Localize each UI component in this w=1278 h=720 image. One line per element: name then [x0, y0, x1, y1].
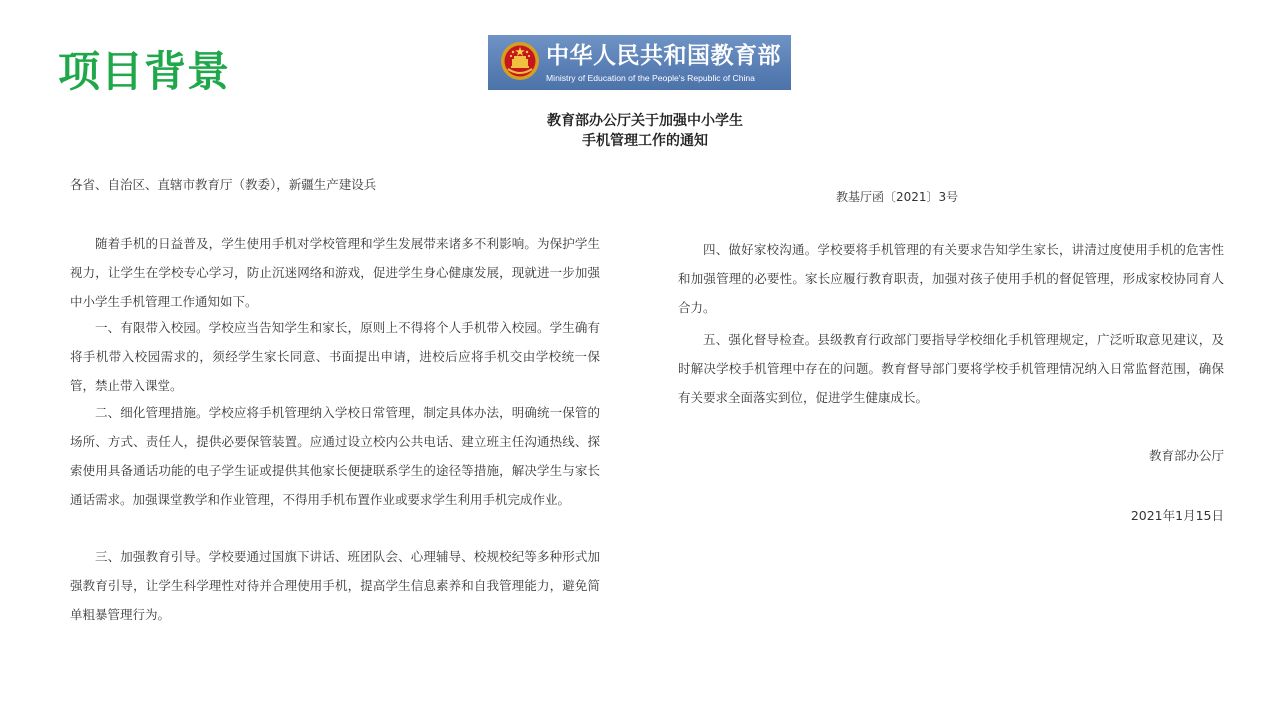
ministry-name: 中华人民共和国教育部: [546, 43, 781, 69]
paragraph-intro: 随着手机的日益普及，学生使用手机对学校管理和学生发展带来诸多不利影响。为保护学生视力，让学生在学校专心学习，防止沉迷网络和游戏，促进学生身心健康发展，现就进一步加强中小学生手机管理工作通知如下。: [70, 236, 600, 309]
paragraph-item-3: 三、加强教育引导。学校要通过国旗下讲话、班团队会、心理辅导、校规校纪等多种形式加强教育引导，让学生科学理性对待并合理使用手机，提高学生信息素养和自我管理能力，避免简单粗暴管理行为。: [70, 549, 600, 622]
signature-office: 教育部办公厅: [1148, 448, 1224, 463]
slide-title: 项目背景: [58, 47, 231, 96]
paragraph-item-5: 五、强化督导检查。县级教育行政部门要指导学校细化手机管理规定，广泛听取意见建议，及时解决学校手机管理中存在的问题。教育督导部门要将学校手机管理情况纳入日常监督范围，确保有关要求全面落实到位，促进学生健康成长。: [678, 332, 1224, 405]
document-title: [480, 111, 810, 151]
signature-date: 2021年1月15日: [1130, 508, 1224, 523]
ministry-english-name: Ministry of Education of the People's Republic of China: [546, 73, 755, 83]
document-addressee: 各省、自治区、直辖市教育厅（教委），新疆生产建设兵: [70, 177, 377, 192]
paragraph-item-4: 四、做好家校沟通。学校要将手机管理的有关要求告知学生家长，讲清过度使用手机的危害性和加强管理的必要性。家长应履行教育职责，加强对孩子使用手机的督促管理，形成家校协同育人合力。: [678, 242, 1224, 315]
ministry-banner: [488, 35, 791, 90]
document-title-line-2: 手机管理工作的通知: [582, 133, 708, 149]
national-emblem-icon: [500, 41, 540, 81]
document-number: 教基厅函〔2021〕3号: [836, 190, 959, 204]
paragraph-item-1: 一、有限带入校园。学校应当告知学生和家长，原则上不得将个人手机带入校园。学生确有将手机带入校园需求的，须经学生家长同意、书面提出申请，进校后应将手机交由学校统一保管，禁止带入课堂。: [70, 320, 600, 393]
document-title-line-1: 教育部办公厅关于加强中小学生: [547, 113, 743, 129]
paragraph-item-2: 二、细化管理措施。学校应将手机管理纳入学校日常管理，制定具体办法，明确统一保管的场所、方式、责任人，提供必要保管装置。应通过设立校内公共电话、建立班主任沟通热线、探索使用具备通话功能的电子学生证或提供其他家长便捷联系学生的途径等措施，解决学生与家长通话需求。加强课堂教学和作业管理，不得用手机布置作业或要求学生利用手机完成作业。: [70, 405, 600, 507]
